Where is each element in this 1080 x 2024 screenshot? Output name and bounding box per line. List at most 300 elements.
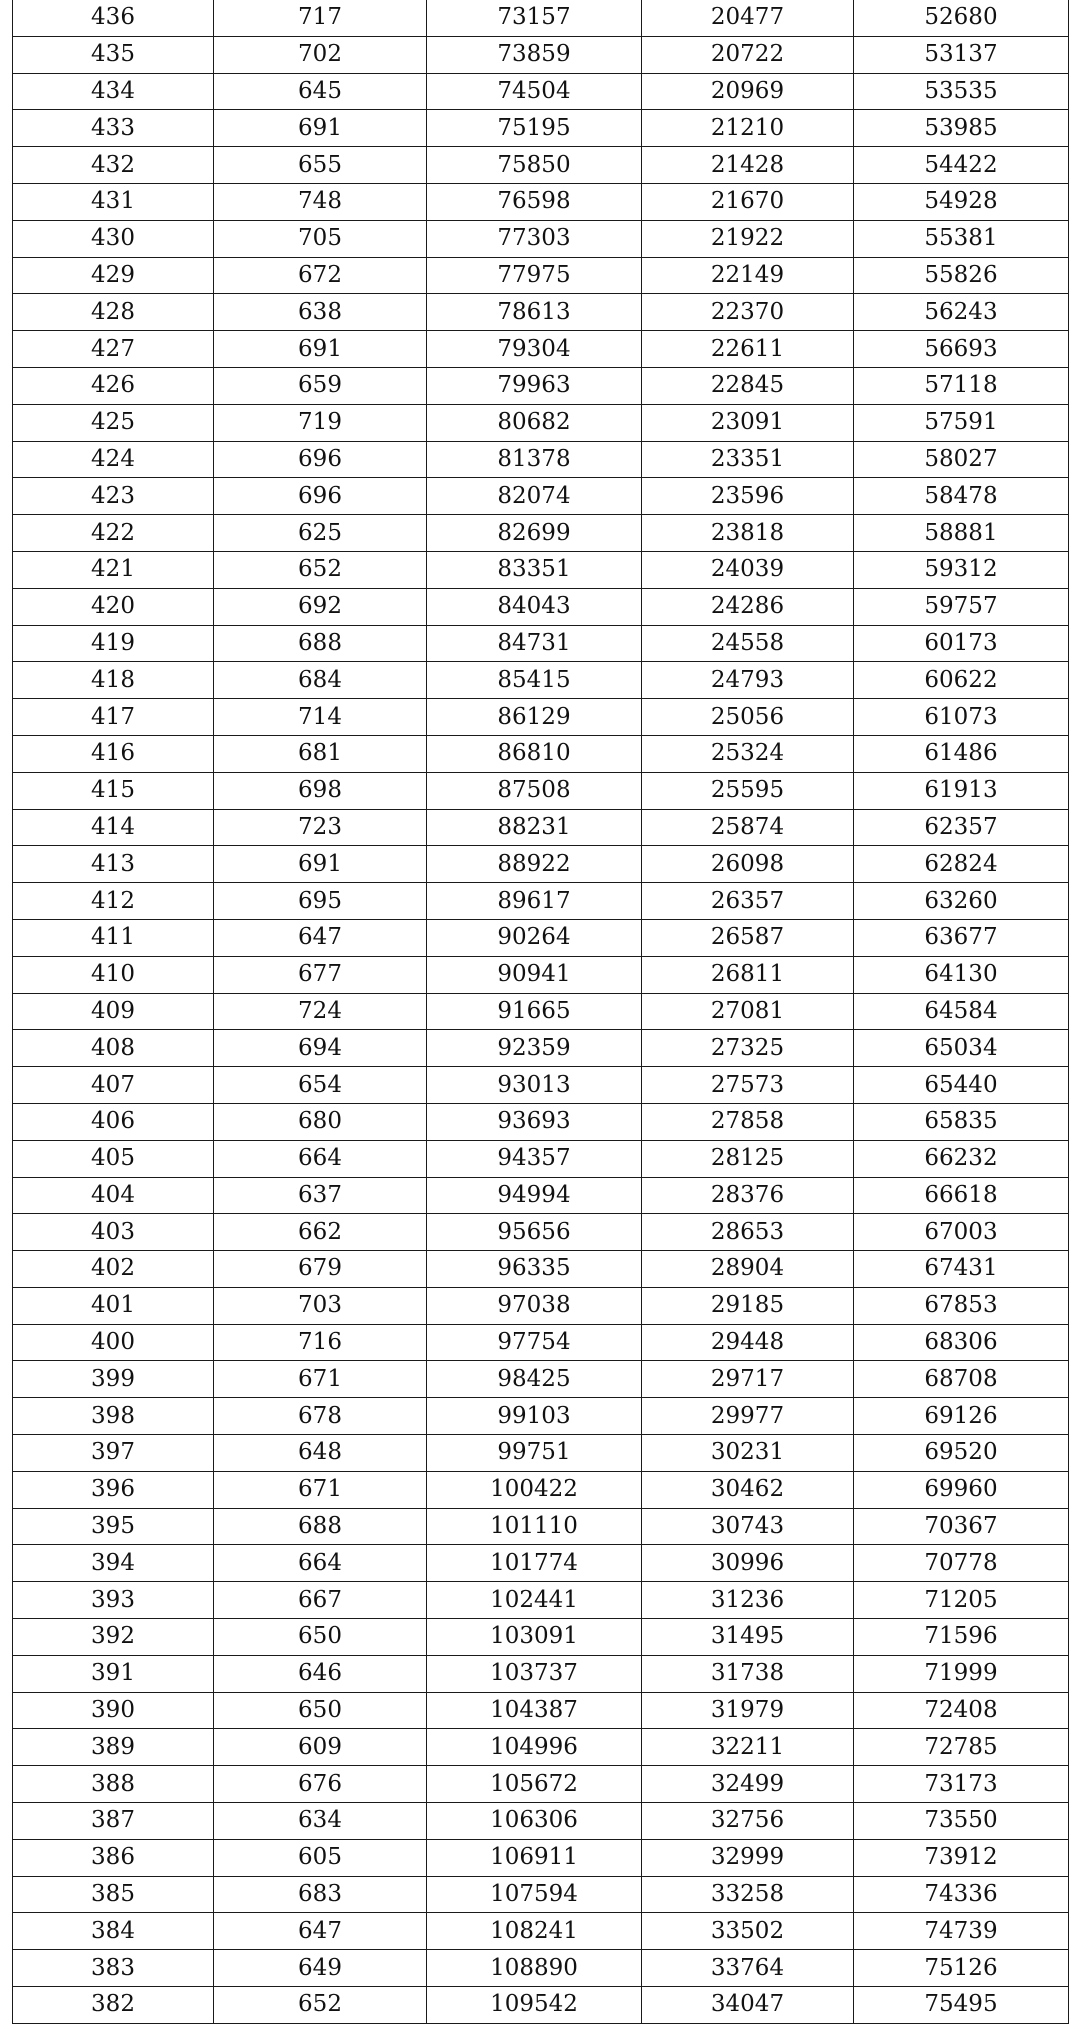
col4-cell: 22370 <box>642 294 854 331</box>
col5-cell: 60173 <box>854 625 1069 662</box>
col4-cell: 32499 <box>642 1766 854 1803</box>
cumulative-cell: 79963 <box>427 367 642 404</box>
col4-cell: 32999 <box>642 1839 854 1876</box>
count-cell: 716 <box>214 1324 427 1361</box>
count-cell: 650 <box>214 1692 427 1729</box>
score-cell: 399 <box>13 1361 214 1398</box>
cumulative-cell: 94357 <box>427 1140 642 1177</box>
count-cell: 691 <box>214 846 427 883</box>
count-cell: 646 <box>214 1655 427 1692</box>
count-cell: 648 <box>214 1435 427 1472</box>
score-cell: 397 <box>13 1435 214 1472</box>
col4-cell: 24558 <box>642 625 854 662</box>
count-cell: 647 <box>214 919 427 956</box>
col5-cell: 57118 <box>854 367 1069 404</box>
count-cell: 703 <box>214 1287 427 1324</box>
col4-cell: 20722 <box>642 36 854 73</box>
col5-cell: 58881 <box>854 515 1069 552</box>
col5-cell: 60622 <box>854 662 1069 699</box>
col5-cell: 54928 <box>854 183 1069 220</box>
count-cell: 645 <box>214 73 427 110</box>
col4-cell: 30462 <box>642 1471 854 1508</box>
count-cell: 625 <box>214 515 427 552</box>
cumulative-cell: 90264 <box>427 919 642 956</box>
score-cell: 426 <box>13 367 214 404</box>
score-cell: 418 <box>13 662 214 699</box>
count-cell: 647 <box>214 1913 427 1950</box>
col5-cell: 75126 <box>854 1950 1069 1987</box>
cumulative-cell: 101110 <box>427 1508 642 1545</box>
table-row <box>13 478 1069 515</box>
col5-cell: 54422 <box>854 147 1069 184</box>
score-cell: 401 <box>13 1287 214 1324</box>
score-cell: 416 <box>13 735 214 772</box>
table-row <box>13 1361 1069 1398</box>
score-cell: 434 <box>13 73 214 110</box>
col5-cell: 63260 <box>854 883 1069 920</box>
cumulative-cell: 97038 <box>427 1287 642 1324</box>
score-cell: 392 <box>13 1619 214 1656</box>
cumulative-cell: 86810 <box>427 735 642 772</box>
col4-cell: 33258 <box>642 1876 854 1913</box>
table-row <box>13 883 1069 920</box>
count-cell: 696 <box>214 478 427 515</box>
score-cell: 412 <box>13 883 214 920</box>
col4-cell: 27325 <box>642 1030 854 1067</box>
cumulative-cell: 75850 <box>427 147 642 184</box>
cumulative-cell: 101774 <box>427 1545 642 1582</box>
cumulative-cell: 74504 <box>427 73 642 110</box>
table-row <box>13 331 1069 368</box>
score-cell: 384 <box>13 1913 214 1950</box>
col5-cell: 52680 <box>854 0 1069 36</box>
col4-cell: 29448 <box>642 1324 854 1361</box>
table-row <box>13 1508 1069 1545</box>
score-cell: 400 <box>13 1324 214 1361</box>
col5-cell: 75495 <box>854 1987 1069 2024</box>
count-cell: 609 <box>214 1729 427 1766</box>
table-row <box>13 1251 1069 1288</box>
count-cell: 678 <box>214 1398 427 1435</box>
count-cell: 680 <box>214 1103 427 1140</box>
col5-cell: 70778 <box>854 1545 1069 1582</box>
count-cell: 654 <box>214 1067 427 1104</box>
col4-cell: 29717 <box>642 1361 854 1398</box>
table-row <box>13 110 1069 147</box>
score-cell: 431 <box>13 183 214 220</box>
col5-cell: 61913 <box>854 772 1069 809</box>
col4-cell: 25595 <box>642 772 854 809</box>
score-cell: 404 <box>13 1177 214 1214</box>
score-cell: 417 <box>13 699 214 736</box>
score-cell: 410 <box>13 956 214 993</box>
cumulative-cell: 102441 <box>427 1582 642 1619</box>
col4-cell: 26098 <box>642 846 854 883</box>
score-cell: 383 <box>13 1950 214 1987</box>
col5-cell: 53985 <box>854 110 1069 147</box>
cumulative-cell: 84043 <box>427 588 642 625</box>
col4-cell: 23596 <box>642 478 854 515</box>
count-cell: 662 <box>214 1214 427 1251</box>
count-cell: 637 <box>214 1177 427 1214</box>
cumulative-cell: 92359 <box>427 1030 642 1067</box>
col4-cell: 27573 <box>642 1067 854 1104</box>
score-cell: 395 <box>13 1508 214 1545</box>
score-cell: 402 <box>13 1251 214 1288</box>
col4-cell: 27081 <box>642 993 854 1030</box>
table-row <box>13 625 1069 662</box>
table-row <box>13 1214 1069 1251</box>
col4-cell: 33502 <box>642 1913 854 1950</box>
cumulative-cell: 79304 <box>427 331 642 368</box>
table-row <box>13 1471 1069 1508</box>
col4-cell: 26811 <box>642 956 854 993</box>
count-cell: 723 <box>214 809 427 846</box>
col5-cell: 66618 <box>854 1177 1069 1214</box>
col4-cell: 21428 <box>642 147 854 184</box>
table-row <box>13 809 1069 846</box>
table-row <box>13 1803 1069 1840</box>
count-cell: 705 <box>214 220 427 257</box>
cumulative-cell: 98425 <box>427 1361 642 1398</box>
col4-cell: 28653 <box>642 1214 854 1251</box>
col4-cell: 22149 <box>642 257 854 294</box>
cumulative-cell: 89617 <box>427 883 642 920</box>
table-row <box>13 1545 1069 1582</box>
cumulative-cell: 100422 <box>427 1471 642 1508</box>
table-row <box>13 367 1069 404</box>
score-distribution-table <box>12 0 1069 2024</box>
score-cell: 432 <box>13 147 214 184</box>
count-cell: 655 <box>214 147 427 184</box>
table-row <box>13 1766 1069 1803</box>
table-row <box>13 441 1069 478</box>
col5-cell: 73173 <box>854 1766 1069 1803</box>
col4-cell: 21922 <box>642 220 854 257</box>
col5-cell: 65440 <box>854 1067 1069 1104</box>
cumulative-cell: 78613 <box>427 294 642 331</box>
cumulative-cell: 80682 <box>427 404 642 441</box>
cumulative-cell: 77975 <box>427 257 642 294</box>
col5-cell: 63677 <box>854 919 1069 956</box>
score-cell: 389 <box>13 1729 214 1766</box>
cumulative-cell: 107594 <box>427 1876 642 1913</box>
col5-cell: 53137 <box>854 36 1069 73</box>
count-cell: 696 <box>214 441 427 478</box>
table-row <box>13 919 1069 956</box>
table-row <box>13 1067 1069 1104</box>
count-cell: 676 <box>214 1766 427 1803</box>
count-cell: 688 <box>214 625 427 662</box>
table-row <box>13 1839 1069 1876</box>
col5-cell: 56693 <box>854 331 1069 368</box>
col5-cell: 69126 <box>854 1398 1069 1435</box>
score-cell: 409 <box>13 993 214 1030</box>
count-cell: 691 <box>214 110 427 147</box>
cumulative-cell: 88231 <box>427 809 642 846</box>
table-row <box>13 1987 1069 2024</box>
table-row <box>13 699 1069 736</box>
table-row <box>13 735 1069 772</box>
col5-cell: 74739 <box>854 1913 1069 1950</box>
table-row <box>13 0 1069 36</box>
table-row <box>13 1619 1069 1656</box>
score-cell: 436 <box>13 0 214 36</box>
score-cell: 429 <box>13 257 214 294</box>
cumulative-cell: 103737 <box>427 1655 642 1692</box>
score-cell: 398 <box>13 1398 214 1435</box>
col4-cell: 22845 <box>642 367 854 404</box>
cumulative-cell: 105672 <box>427 1766 642 1803</box>
cumulative-cell: 91665 <box>427 993 642 1030</box>
table-row <box>13 1950 1069 1987</box>
table-row <box>13 1103 1069 1140</box>
col5-cell: 71205 <box>854 1582 1069 1619</box>
col5-cell: 69520 <box>854 1435 1069 1472</box>
col4-cell: 23351 <box>642 441 854 478</box>
count-cell: 677 <box>214 956 427 993</box>
col5-cell: 61486 <box>854 735 1069 772</box>
col4-cell: 32211 <box>642 1729 854 1766</box>
col4-cell: 30231 <box>642 1435 854 1472</box>
count-cell: 664 <box>214 1545 427 1582</box>
count-cell: 671 <box>214 1361 427 1398</box>
cumulative-cell: 109542 <box>427 1987 642 2024</box>
table-row <box>13 257 1069 294</box>
table-row <box>13 846 1069 883</box>
cumulative-cell: 108890 <box>427 1950 642 1987</box>
cumulative-cell: 75195 <box>427 110 642 147</box>
col4-cell: 25324 <box>642 735 854 772</box>
cumulative-cell: 88922 <box>427 846 642 883</box>
count-cell: 679 <box>214 1251 427 1288</box>
col4-cell: 24039 <box>642 551 854 588</box>
count-cell: 681 <box>214 735 427 772</box>
count-cell: 667 <box>214 1582 427 1619</box>
col4-cell: 25056 <box>642 699 854 736</box>
cumulative-cell: 103091 <box>427 1619 642 1656</box>
count-cell: 683 <box>214 1876 427 1913</box>
col5-cell: 62824 <box>854 846 1069 883</box>
score-cell: 411 <box>13 919 214 956</box>
count-cell: 714 <box>214 699 427 736</box>
score-cell: 393 <box>13 1582 214 1619</box>
count-cell: 605 <box>214 1839 427 1876</box>
col4-cell: 28125 <box>642 1140 854 1177</box>
col5-cell: 72785 <box>854 1729 1069 1766</box>
table-row <box>13 515 1069 552</box>
count-cell: 649 <box>214 1950 427 1987</box>
count-cell: 664 <box>214 1140 427 1177</box>
cumulative-cell: 95656 <box>427 1214 642 1251</box>
cumulative-cell: 106911 <box>427 1839 642 1876</box>
count-cell: 634 <box>214 1803 427 1840</box>
col5-cell: 74336 <box>854 1876 1069 1913</box>
col5-cell: 67853 <box>854 1287 1069 1324</box>
count-cell: 724 <box>214 993 427 1030</box>
col5-cell: 55826 <box>854 257 1069 294</box>
cumulative-cell: 97754 <box>427 1324 642 1361</box>
cumulative-cell: 77303 <box>427 220 642 257</box>
col4-cell: 31236 <box>642 1582 854 1619</box>
count-cell: 717 <box>214 0 427 36</box>
count-cell: 659 <box>214 367 427 404</box>
col5-cell: 70367 <box>854 1508 1069 1545</box>
col5-cell: 67003 <box>854 1214 1069 1251</box>
table-row <box>13 1287 1069 1324</box>
cumulative-cell: 93013 <box>427 1067 642 1104</box>
cumulative-cell: 73859 <box>427 36 642 73</box>
score-cell: 407 <box>13 1067 214 1104</box>
col4-cell: 31495 <box>642 1619 854 1656</box>
score-cell: 415 <box>13 772 214 809</box>
col4-cell: 34047 <box>642 1987 854 2024</box>
cumulative-cell: 84731 <box>427 625 642 662</box>
count-cell: 672 <box>214 257 427 294</box>
score-cell: 430 <box>13 220 214 257</box>
table-row <box>13 147 1069 184</box>
count-cell: 652 <box>214 551 427 588</box>
col5-cell: 59757 <box>854 588 1069 625</box>
cumulative-cell: 108241 <box>427 1913 642 1950</box>
count-cell: 748 <box>214 183 427 220</box>
score-cell: 385 <box>13 1876 214 1913</box>
table-row <box>13 73 1069 110</box>
table-row <box>13 993 1069 1030</box>
col5-cell: 69960 <box>854 1471 1069 1508</box>
score-cell: 387 <box>13 1803 214 1840</box>
count-cell: 671 <box>214 1471 427 1508</box>
col4-cell: 21670 <box>642 183 854 220</box>
col4-cell: 31738 <box>642 1655 854 1692</box>
col5-cell: 64130 <box>854 956 1069 993</box>
col4-cell: 29977 <box>642 1398 854 1435</box>
table-row <box>13 404 1069 441</box>
col5-cell: 68306 <box>854 1324 1069 1361</box>
table-row <box>13 36 1069 73</box>
cumulative-cell: 99751 <box>427 1435 642 1472</box>
score-cell: 403 <box>13 1214 214 1251</box>
score-cell: 390 <box>13 1692 214 1729</box>
score-cell: 394 <box>13 1545 214 1582</box>
col4-cell: 20477 <box>642 0 854 36</box>
cumulative-cell: 93693 <box>427 1103 642 1140</box>
score-cell: 414 <box>13 809 214 846</box>
cumulative-cell: 82074 <box>427 478 642 515</box>
col5-cell: 65835 <box>854 1103 1069 1140</box>
score-cell: 419 <box>13 625 214 662</box>
cumulative-cell: 73157 <box>427 0 642 36</box>
count-cell: 719 <box>214 404 427 441</box>
score-cell: 421 <box>13 551 214 588</box>
table-row <box>13 772 1069 809</box>
col5-cell: 73912 <box>854 1839 1069 1876</box>
count-cell: 650 <box>214 1619 427 1656</box>
col4-cell: 29185 <box>642 1287 854 1324</box>
cumulative-cell: 82699 <box>427 515 642 552</box>
table-row <box>13 1913 1069 1950</box>
table-row <box>13 294 1069 331</box>
count-cell: 698 <box>214 772 427 809</box>
col5-cell: 61073 <box>854 699 1069 736</box>
cumulative-cell: 104387 <box>427 1692 642 1729</box>
col4-cell: 33764 <box>642 1950 854 1987</box>
cumulative-cell: 86129 <box>427 699 642 736</box>
score-cell: 423 <box>13 478 214 515</box>
score-cell: 427 <box>13 331 214 368</box>
col4-cell: 32756 <box>642 1803 854 1840</box>
col5-cell: 72408 <box>854 1692 1069 1729</box>
score-cell: 428 <box>13 294 214 331</box>
col4-cell: 28376 <box>642 1177 854 1214</box>
col5-cell: 67431 <box>854 1251 1069 1288</box>
col5-cell: 58478 <box>854 478 1069 515</box>
table-row <box>13 1692 1069 1729</box>
table-row <box>13 662 1069 699</box>
score-cell: 382 <box>13 1987 214 2024</box>
table-body <box>13 0 1069 2023</box>
cumulative-cell: 90941 <box>427 956 642 993</box>
col4-cell: 23818 <box>642 515 854 552</box>
score-cell: 420 <box>13 588 214 625</box>
count-cell: 694 <box>214 1030 427 1067</box>
col5-cell: 64584 <box>854 993 1069 1030</box>
table-row <box>13 220 1069 257</box>
table-row <box>13 551 1069 588</box>
cumulative-cell: 85415 <box>427 662 642 699</box>
cumulative-cell: 83351 <box>427 551 642 588</box>
score-table-page <box>12 0 1068 2022</box>
score-cell: 391 <box>13 1655 214 1692</box>
score-cell: 424 <box>13 441 214 478</box>
score-cell: 413 <box>13 846 214 883</box>
count-cell: 702 <box>214 36 427 73</box>
col5-cell: 71999 <box>854 1655 1069 1692</box>
table-row <box>13 1876 1069 1913</box>
score-cell: 425 <box>13 404 214 441</box>
table-row <box>13 183 1069 220</box>
col4-cell: 24793 <box>642 662 854 699</box>
cumulative-cell: 81378 <box>427 441 642 478</box>
cumulative-cell: 94994 <box>427 1177 642 1214</box>
score-cell: 408 <box>13 1030 214 1067</box>
score-cell: 388 <box>13 1766 214 1803</box>
cumulative-cell: 106306 <box>427 1803 642 1840</box>
col5-cell: 62357 <box>854 809 1069 846</box>
col5-cell: 57591 <box>854 404 1069 441</box>
col4-cell: 21210 <box>642 110 854 147</box>
col4-cell: 23091 <box>642 404 854 441</box>
table-row <box>13 956 1069 993</box>
table-row <box>13 1655 1069 1692</box>
count-cell: 652 <box>214 1987 427 2024</box>
col4-cell: 25874 <box>642 809 854 846</box>
col4-cell: 26357 <box>642 883 854 920</box>
table-row <box>13 1140 1069 1177</box>
table-row <box>13 1177 1069 1214</box>
col5-cell: 73550 <box>854 1803 1069 1840</box>
table-row <box>13 588 1069 625</box>
count-cell: 684 <box>214 662 427 699</box>
count-cell: 695 <box>214 883 427 920</box>
score-cell: 386 <box>13 1839 214 1876</box>
table-row <box>13 1324 1069 1361</box>
col4-cell: 31979 <box>642 1692 854 1729</box>
col5-cell: 53535 <box>854 73 1069 110</box>
table-row <box>13 1030 1069 1067</box>
table-row <box>13 1398 1069 1435</box>
col5-cell: 68708 <box>854 1361 1069 1398</box>
